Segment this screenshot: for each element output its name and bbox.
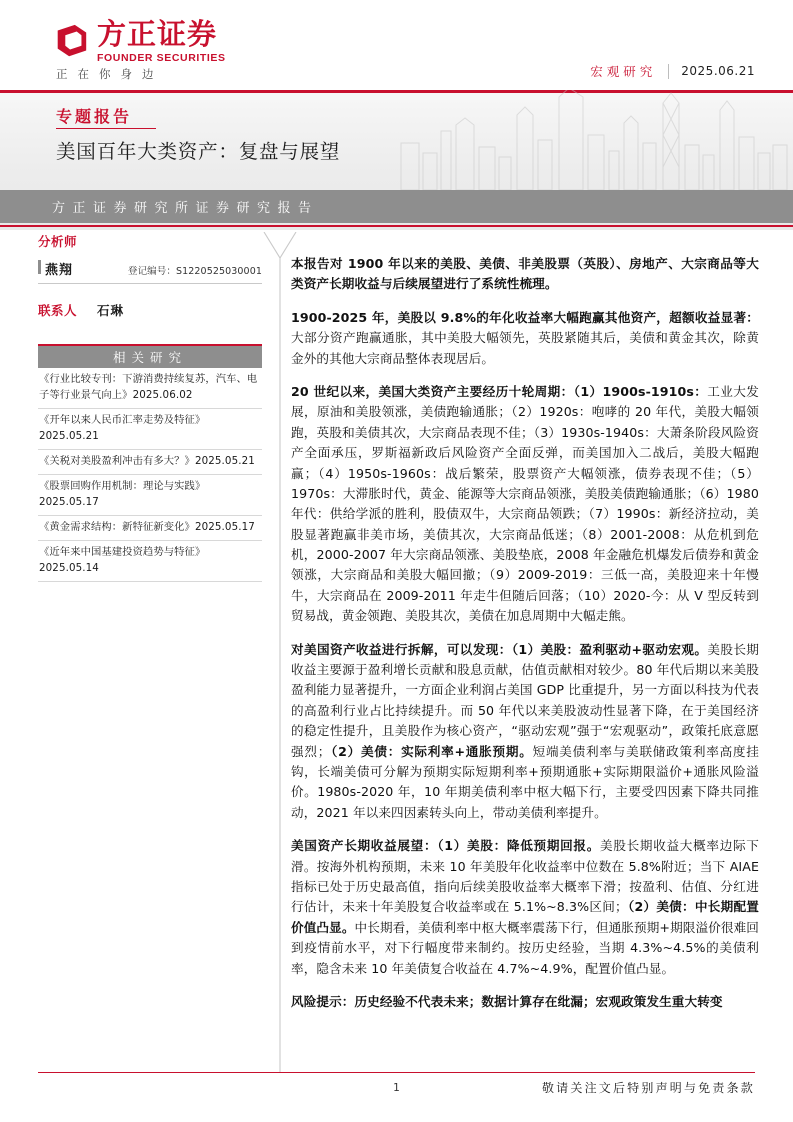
abstract-paragraph-3 bbox=[291, 382, 759, 627]
kicker-underline bbox=[56, 128, 156, 129]
paragraph-5-lead: 美国资产长期收益展望：（1）美股：降低预期回报。 bbox=[291, 838, 601, 854]
institute-bar-label: 方正证券研究所证券研究报告 bbox=[52, 201, 319, 216]
sidebar bbox=[38, 232, 262, 582]
page-number: 1 bbox=[393, 1081, 400, 1094]
paragraph-3-lead: 20 世纪以来，美国大类资产主要经历十轮周期：（1）1900s-1910s： bbox=[291, 383, 708, 399]
contact-name: 石琳 bbox=[97, 303, 125, 318]
banner-bottom-rule bbox=[0, 225, 793, 227]
analyst-row bbox=[38, 259, 262, 284]
abstract-paragraph-2 bbox=[291, 308, 759, 369]
paragraph-4-lead: 对美国资产收益进行拆解，可以发现：（1）美股：盈利驱动+驱动宏观。 bbox=[291, 641, 708, 657]
header-meta bbox=[590, 62, 755, 80]
paragraph-4-sublead: （2）美债：实际利率+通胀预期。 bbox=[330, 743, 533, 759]
analyst-registration-number: 登记编号：S1220525030001 bbox=[127, 266, 262, 277]
list-item[interactable]: 《黄金需求结构：新特征新变化》2025.05.17 bbox=[38, 516, 262, 541]
list-item[interactable]: 《股票回购作用机制：理论与实践》2025.05.17 bbox=[38, 475, 262, 516]
paragraph-4-text-b: 短端美债利率与美联储政策利率高度挂钩，长端美债可分解为预期实际短期利率+预期通胀+实际期限溢价+通胀风险溢价。1980s-2020 年，10 年期美债利率中枢大幅下行，主要受四因素下降共同推动，2021 年以来四因素转头向上，带动美债利率提升。 bbox=[291, 743, 759, 820]
research-category: 宏观研究 bbox=[590, 64, 657, 79]
top-header bbox=[0, 0, 793, 90]
list-item[interactable]: 《关税对美股盈利冲击有多大？》2025.05.21 bbox=[38, 450, 262, 475]
list-item[interactable]: 《行业比较专刊：下游消费持续复苏，汽车、电子等行业景气向上》2025.06.02 bbox=[38, 368, 262, 409]
logo-english-name: FOUNDER SECURITIES bbox=[97, 52, 226, 64]
company-slogan: 正在你身边 bbox=[56, 67, 164, 81]
related-research-header: 相关研究 bbox=[38, 344, 262, 368]
institute-bar bbox=[0, 190, 793, 223]
abstract-paragraph-5 bbox=[291, 836, 759, 979]
risk-warning-paragraph bbox=[291, 992, 759, 1012]
contact-section-label: 联系人 bbox=[38, 303, 78, 318]
analyst-name: 燕翔 bbox=[45, 263, 74, 278]
report-kicker: 专题报告 bbox=[56, 107, 133, 126]
paragraph-5-text-a: 美股长期收益大概率边际下滑。按海外机构预期，未来 10 年美股年化收益率中位数在 5.8%附近；当下 AIAE 指标已处于历史最高值，指向后续美股收益率大概率下滑；按盈利、估值、分红进行估计，未来十年美股复合收益率或在 5.1%~8.3%区间； bbox=[291, 838, 759, 915]
abstract-column bbox=[291, 254, 759, 1025]
list-item[interactable]: 《近年来中国基建投资趋势与特征》2025.05.14 bbox=[38, 541, 262, 582]
page-footer bbox=[38, 1072, 755, 1096]
city-skyline-graphic bbox=[393, 90, 793, 190]
paragraph-2-text: 大部分资产跑赢通胀，其中美股大幅领先，英股紧随其后，美债和黄金其次，除黄金外的其他大宗商品整体表现居后。 bbox=[291, 330, 759, 366]
disclaimer-note: 敬请关注文后特别声明与免责条款 bbox=[541, 1081, 755, 1095]
paragraph-1-text: 本报告对 1900 年以来的美股、美债、非美股票（英股）、房地产、大宗商品等大类资产长期收益与后续展望进行了系统性梳理。 bbox=[291, 256, 759, 292]
analyst-section-label: 分析师 bbox=[38, 234, 78, 249]
contact-row bbox=[38, 301, 262, 319]
abstract-paragraph-1 bbox=[291, 254, 759, 295]
paragraph-5-sublead: （2）美债：中长期配置价值凸显。 bbox=[291, 899, 759, 935]
company-logo bbox=[52, 17, 226, 64]
paragraph-4-text-a: 美股长期收益主要源于盈利增长贡献和股息贡献，估值贡献相对较少。80 年代后期以来美股盈利能力显著提升，一方面企业利润占美国 GDP 比重提升，另一方面以科技为代表的高盈利行业占比持续提升。而 50 年代以来美股波动性显著下降，在于美国经济的稳定性提升，且美股作为核心资产，“驱动宏观”强于“宏观驱动”，政策托底意愿强烈； bbox=[291, 641, 759, 759]
header-divider bbox=[668, 64, 669, 79]
title-banner bbox=[0, 90, 793, 230]
paragraph-5-text-b: 中长期看，美债利率中枢大概率震荡下行，但通胀预期+期限溢价很难回到疫情前水平，对下行幅度带来制约。按历史经验，当期 4.3%~4.5%的美债利率，隐含未来 10 年美债复合收益在 4.7%~4.9%，配置价值凸显。 bbox=[291, 919, 759, 976]
logo-chinese-name: 方正证券 bbox=[97, 17, 218, 51]
list-item[interactable]: 《开年以来人民币汇率走势及特征》2025.05.21 bbox=[38, 409, 262, 450]
paragraph-2-lead: 1900-2025 年，美股以 9.8%的年化收益率大幅跑赢其他资产，超额收益显著： bbox=[291, 309, 759, 325]
report-date: 2025.06.21 bbox=[681, 64, 755, 78]
paragraph-3-text: 工业大发展，原油和美股领涨，美债跑输通胀；（2）1920s：咆哮的 20 年代，美股大幅领跑，英股和美债其次，大宗商品表现不佳；（3）1930s-1940s：大萧条阶段风险资产全面承压，罗斯福新政后风险资产全面反弹，而美国加入二战后，美股大幅跑赢；（4）1950s-1960s：战后繁荣，股票资产大幅领涨，债券表现不佳；（5）1970s：大滞胀时代，黄金、能源等大宗商品领涨，美股美债跑输通胀；（6）1980 年代：供给学派的胜利，股债双牛，大宗商品领跌；（7）1990s：新经济拉动，美股显著跑赢非美市场，美债其次，大宗商品低迷；（8）2001-2008：从危机到危机，2000-2007 年大宗商品领涨、美股垫底，2008 年金融危机爆发后债券和黄金领涨，大宗商品和美股大幅回撤；（9）2009-2019：三低一高，美股迎来十年慢牛，大宗商品在 2009-2011 年走牛但随后回落；（10）2020-今：从 V 型反转到贸易战，黄金领跑、美股其次，美债在加息周期中大幅走熊。 bbox=[291, 383, 759, 624]
risk-warning-text: 风险提示：历史经验不代表未来；数据计算存在纰漏；宏观政策发生重大转变 bbox=[291, 993, 723, 1009]
abstract-paragraph-4 bbox=[291, 640, 759, 824]
founder-cube-icon bbox=[52, 22, 90, 60]
related-research-list bbox=[38, 368, 262, 582]
page-title: 美国百年大类资产：复盘与展望 bbox=[56, 140, 341, 163]
